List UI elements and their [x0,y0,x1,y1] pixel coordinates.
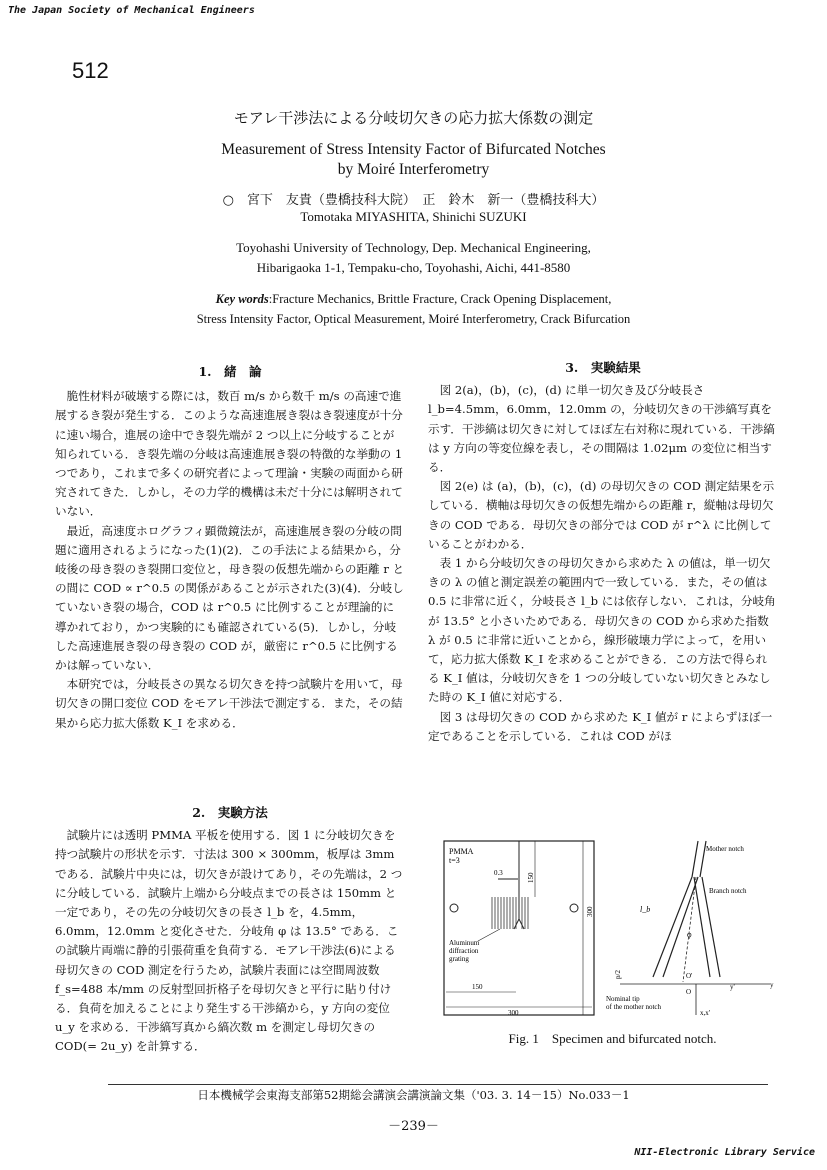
section3-paragraph2: 図 2(e) は (a)，(b)，(c)，(d) の母切欠きの COD 測定結果を示している．横軸は母切欠きの仮想先端からの距離 r，縦軸は母切欠きの COD である．母切欠きの部分では COD が r^λ に比例していることがわかる． [428,479,775,551]
y-label: y [770,981,774,989]
figure1 [440,837,785,1023]
figure1-diagram [440,837,785,1023]
dim-300v-label: 300 [586,906,594,917]
section1-paragraph1: 脆性材料が破壊する際には，数百 m/s から数千 m/s の高速で進展するき裂が発生する．このような高速進展き裂はき裂速度が十分に速い場合，進展の途中でき裂先端が 2 つ以上に分岐することが知られている．き裂先端の分岐は高速進展き裂の特徴的な挙動の 1 つであり，これまで多くの研究者によって理論・実験の両面から研究されてきた．しかし，その力学的機構は未だ十分には解明されていない． [55,389,403,519]
title-english-line1: Measurement of Stress Intensity Factor of Bifurcated Notches [221,141,606,158]
lb-label: l_b [640,905,651,914]
pin-hole-right [570,904,578,912]
title-japanese: モアレ干渉法による分岐切欠きの応力拡大係数の測定 [233,109,594,127]
o-prime-label: O' [686,972,693,980]
y-prime-label: y' [730,983,735,991]
section1-paragraph3: 本研究では，分岐長さの異なる切欠きを持つ試験片を用いて，母切欠きの開口変位 COD をモアレ干渉法で測定する．また，その結果から応力拡大係数 K_I を求める． [55,677,403,730]
right-column [428,358,778,746]
nominal-tip-label2: of the mother notch [606,1003,662,1011]
section2-heading: 2. 実験方法 [192,805,268,820]
figure1-caption: Fig. 1 Specimen and bifurcated notch. [508,1031,717,1046]
o-label: O [686,988,692,996]
grating-label3: grating [449,955,469,963]
keywords-line1 [0,292,827,307]
left-column-bottom [55,803,405,1057]
p2-label: p/2 [614,970,622,979]
section3-paragraph4: 図 3 は母切欠きの COD から求めた K_I 値が r によらずほぼ一定であることを示している．これは COD がほ [428,709,773,743]
grating-label1: Aluminum [449,939,480,947]
thickness-label: t=3 [449,856,460,865]
section1-paragraph2: 最近，高速度ホログラフィ顕微鏡法が，高速進展き裂の分岐の問題に適用されるようになった(1)(2)．この手法による結果から，分岐後の母き裂のき裂開口変位と，母き裂の仮想先端からの距離 r との間に COD ∝ r^0.5 の関係があることが示された(3)(4)．分岐していないき裂の場合，COD は r^0.5 に比例することが理論的に導かれており，かつ実験的にも確認されている(5)．しかし，分岐した高速進展き裂の母き裂の COD が，厳密に r^0.5 に比例するかは解っていない． [55,523,405,673]
society-header: The Japan Society of Mechanical Engineers [8,5,255,16]
proceedings-footer: 日本機械学会東海支部第52期総会講演会講演論文集（'03. 3. 14－15）No.033－1 [197,1088,630,1102]
nii-footer: NII-Electronic Library Service [634,1147,815,1158]
grating-hatch [492,897,528,929]
section1-heading: 1. 緒 論 [198,364,262,379]
xx-label: x,x' [700,1009,711,1017]
keywords-line2: Stress Intensity Factor, Optical Measurement, Moiré Interferometry, Crack Bifurcation [196,312,631,326]
phi-label: φ [687,930,692,939]
title-english-line2: by Moiré Interferometry [337,161,490,178]
authors-japanese: ○ 宮下 友貴（豊橋技科大院） 正 鈴木 新一（豊橋技科大） [222,193,605,208]
page-number: －239－ [388,1119,439,1134]
branch-notch-left-outer [653,877,692,977]
dim-150h-label: 150 [472,983,483,991]
branch-notch-label: Branch notch [709,887,747,895]
grating-label2: diffraction [449,947,479,955]
dim-03-label: 0.3 [494,869,503,877]
left-column-top [55,362,405,733]
section2-paragraph1: 試験片には透明 PMMA 平板を使用する．図 1 に分岐切欠きを持つ試験片の形状を示す．寸法は 300 × 300mm，板厚は 3mm である．試験片中央には，切欠きが設けてあり，その先端は，2 つに分岐している．試験片上端から分岐点までの長さは 150mm と一定であり，その先の分岐切欠きの長さ l_b を，4.5mm，6.0mm，12.0mm と変化させた．分岐角 φ は 13.5° である．この試験片両端に静的引張荷重を負荷する．モアレ干渉法(6)による母切欠きの COD 測定を行うため，試験片表面には空間周波数 f_s=488 本/mm の反射型回折格子を母切欠きと平行に貼り付ける．負荷を加えることにより発生する干渉縞から，y 方向の変位 u_y を求める．干渉縞写真から縞次数 m を測定し母切欠きの COD(= 2u_y) を計算する． [55,828,403,1054]
dim-150v-label: 150 [527,872,535,883]
authors-english: Tomotaka MIYASHITA, Shinichi SUZUKI [300,209,527,224]
branch-right [519,919,524,929]
affiliation-line1: Toyohashi University of Technology, Dep. Mechanical Engineering, [236,240,591,255]
section3-heading: 3. 実験結果 [565,360,641,375]
grating-leader [478,929,500,941]
keywords-text1: :Fracture Mechanics, Brittle Fracture, Crack Opening Displacement, [268,292,612,306]
dim-300h-label: 300 [508,1009,519,1017]
nominal-tip-label1: Nominal tip [606,995,640,1003]
branch-left [514,919,519,929]
branch-notch-left-inner [663,877,698,977]
affiliation-line2: Hibarigaoka 1-1, Tempaku-cho, Toyohashi, Aichi, 441-8580 [256,260,571,275]
material-label: PMMA [449,847,474,856]
paper-number: 512 [72,58,109,83]
keywords-label: Key words [215,292,269,306]
mother-notch-label: Mother notch [706,845,744,853]
pin-hole-left [450,904,458,912]
branch-notch-right-inner [694,877,710,977]
mother-notch-left [692,841,698,877]
footer-rule [108,1084,768,1085]
section3-paragraph3: 表 1 から分岐切欠きの母切欠きから求めた λ の値は，単一切欠きの λ の値と測定誤差の範囲内で一致している．また，その値は 0.5 に非常に近く，分岐長さ l_b には依存しない．これは，分岐角が 13.5° と小さいためである．母切欠きの COD から求めた指数 λ が 0.5 に非常に近いことから，線形破壊力学によって，を用いて，応力拡大係数 K_I を求めることができる．この方法で得られる K_I 値は，分岐切欠きを 1 つの分岐していない切欠きとみなした時の K_I 値に対応する． [428,556,776,705]
section3-paragraph1: 図 2(a)，(b)，(c)，(d) に単一切欠き及び分岐長さ l_b=4.5mm，6.0mm，12.0mm の，分岐切欠きの干渉縞写真を示す．干渉縞は切欠きに対してほぼ左右対称に現れている．干渉縞は y 方向の等変位線を表し，その間隔は 1.02μm の変位に相当する． [428,383,775,475]
